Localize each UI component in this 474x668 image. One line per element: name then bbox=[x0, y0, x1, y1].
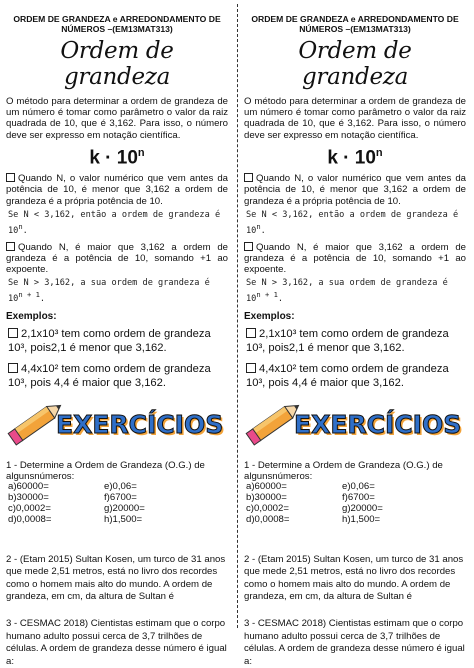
rule-1-note-exp: n bbox=[18, 221, 23, 231]
rule-1-note-text: Se N < 3,162, então a ordem de grandeza é 10 bbox=[8, 209, 221, 236]
examples-heading: Exemplos: bbox=[6, 311, 57, 323]
example-1 bbox=[246, 328, 466, 355]
intro-paragraph: O método para determinar a ordem de grandeza de um número é tomar como parâmetro o valor da raiz quadrada de 10, que é 3,162. Para isso, o número deve ser expresso em notação científica. bbox=[244, 96, 466, 141]
question-1-items bbox=[246, 482, 466, 525]
item-g: g)20000= bbox=[104, 503, 145, 515]
formula-base: k · 10 bbox=[327, 147, 376, 169]
worksheet-title: Ordem de grandeza bbox=[60, 38, 174, 90]
rule-1-text: Quando N, o valor numérico que vem antes da potência de 10, é menor que 3,162 a ordem de grandeza é a própria potência de 10. bbox=[244, 173, 466, 207]
rule-2-text: Quando N, é maior que 3,162 a ordem de grandeza é a potência de 10, somando +1 ao expoente. bbox=[244, 241, 466, 276]
formula-base: k · 10 bbox=[89, 147, 138, 169]
question-2: 2 - (Etam 2015) Sultan Kosen, um turco de 31 anos que mede 2,51 metros, está no livro dos recordes como o homem mais alto do mundo. A ordem de grandeza, em cm, da altura de Sultan é bbox=[244, 553, 464, 603]
question-2: 2 - (Etam 2015) Sultan Kosen, um turco de 31 anos que mede 2,51 metros, está no livro dos recordes como o homem mais alto do mundo. A ordem de grandeza, em cm, da altura de Sultan é bbox=[6, 553, 226, 603]
formula bbox=[244, 147, 466, 169]
rule-1 bbox=[244, 173, 466, 207]
exercicios-banner bbox=[6, 398, 228, 452]
rule-2-text: Quando N, é maior que 3,162 a ordem de grandeza é a potência de 10, somando +1 ao expoente. bbox=[6, 241, 228, 276]
worksheet-header: ORDEM DE GRANDEZA e ARREDONDAMENTO DE NÚMEROS –(EM13MAT313) bbox=[251, 14, 459, 34]
rule-2 bbox=[244, 242, 466, 276]
examples-heading: Exemplos: bbox=[244, 311, 295, 323]
formula-exponent: n bbox=[137, 146, 145, 159]
item-b: b)30000= bbox=[8, 492, 49, 504]
rule-1-note-exp: n bbox=[256, 221, 261, 231]
formula bbox=[6, 147, 228, 169]
exercicios-banner bbox=[244, 398, 466, 452]
rule-2 bbox=[6, 242, 228, 276]
rule-1-note: Se N < 3,162, então a ordem de grandeza é 10$^n$. bbox=[8, 209, 221, 236]
worksheet-title: Ordem de grandeza bbox=[298, 38, 412, 90]
rule-2-note-exp: n + 1 bbox=[18, 290, 40, 300]
example-2 bbox=[8, 363, 228, 390]
item-c: c)0,0002= bbox=[8, 503, 51, 515]
example-2-text: 4,4x10² tem como ordem de grandeza 10³, pois 4,4 é maior que 3,162. bbox=[246, 363, 449, 389]
rule-2-note: Se N > 3,162, a sua ordem de grandeza é $10^{n + 1}$. bbox=[246, 278, 448, 305]
item-f: f)6700= bbox=[342, 492, 375, 504]
question-1-items bbox=[8, 482, 228, 525]
item-e: e)0,06= bbox=[342, 481, 375, 493]
item-d: d)0,0008= bbox=[8, 513, 52, 525]
item-g: g)20000= bbox=[342, 503, 383, 515]
checkbox-icon bbox=[244, 242, 253, 251]
item-a: a)60000= bbox=[246, 481, 287, 493]
checkbox-icon bbox=[246, 363, 256, 373]
rule-2-note: Se N > 3,162, a sua ordem de grandeza é $10^{n + 1}$. bbox=[8, 278, 210, 305]
example-2-text: 4,4x10² tem como ordem de grandeza 10³, pois 4,4 é maior que 3,162. bbox=[8, 363, 211, 389]
item-e: e)0,06= bbox=[104, 481, 137, 493]
checkbox-icon bbox=[6, 242, 15, 251]
worksheet-right-copy bbox=[244, 0, 466, 667]
item-c: c)0,0002= bbox=[246, 503, 289, 515]
question-1: 1 - Determine a Ordem de Grandeza (O.G.) de algunsnúmeros: bbox=[244, 460, 443, 483]
checkbox-icon bbox=[6, 173, 15, 182]
checkbox-icon bbox=[246, 328, 256, 338]
rule-1-text: Quando N, o valor numérico que vem antes da potência de 10, é menor que 3,162 a ordem de grandeza é a própria potência de 10. bbox=[6, 173, 228, 207]
question-1: 1 - Determine a Ordem de Grandeza (O.G.) de algunsnúmeros: bbox=[6, 460, 205, 483]
item-a: a)60000= bbox=[8, 481, 49, 493]
banner-text: EXERCÍCIOS bbox=[56, 410, 224, 440]
item-b: b)30000= bbox=[246, 492, 287, 504]
rule-1-note: Se N < 3,162, então a ordem de grandeza é 10$^n$. bbox=[246, 209, 459, 236]
example-1 bbox=[8, 328, 228, 355]
checkbox-icon bbox=[8, 363, 18, 373]
rule-1-note-text: Se N < 3,162, então a ordem de grandeza é 10 bbox=[246, 209, 459, 236]
checkbox-icon bbox=[8, 328, 18, 338]
intro-paragraph: O método para determinar a ordem de grandeza de um número é tomar como parâmetro o valor da raiz quadrada de 10, que é 3,162. Para isso, o número deve ser expresso em notação científica. bbox=[6, 96, 228, 141]
rule-2-note-exp: n + 1 bbox=[256, 290, 278, 300]
worksheet-header: ORDEM DE GRANDEZA e ARREDONDAMENTO DE NÚMEROS –(EM13MAT313) bbox=[13, 14, 221, 34]
item-d: d)0,0008= bbox=[246, 513, 290, 525]
rule-1 bbox=[6, 173, 228, 207]
example-1-text: 2,1x10³ tem como ordem de grandeza 10³, pois2,1 é menor que 3,162. bbox=[246, 328, 449, 354]
example-1-text: 2,1x10³ tem como ordem de grandeza 10³, pois2,1 é menor que 3,162. bbox=[8, 328, 211, 354]
question-3: 3 - CESMAC 2018) Cientistas estimam que o corpo humano adulto possui cerca de 3,7 trilhões de células. A ordem de grandeza desse número é igual a: bbox=[244, 618, 465, 667]
rule-2-note-text: Se N > 3,162, a sua ordem de grandeza é 10 bbox=[246, 278, 448, 305]
checkbox-icon bbox=[244, 173, 253, 182]
item-f: f)6700= bbox=[104, 492, 137, 504]
column-divider bbox=[237, 4, 238, 628]
formula-exponent: n bbox=[375, 146, 383, 159]
question-3: 3 - CESMAC 2018) Cientistas estimam que o corpo humano adulto possui cerca de 3,7 trilhões de células. A ordem de grandeza desse número é igual a: bbox=[6, 618, 227, 667]
worksheet-left-copy bbox=[6, 0, 228, 667]
banner-text: EXERCÍCIOS bbox=[294, 410, 462, 440]
item-h: h)1,500= bbox=[342, 513, 381, 525]
rule-2-note-text: Se N > 3,162, a sua ordem de grandeza é 10 bbox=[8, 278, 210, 305]
item-h: h)1,500= bbox=[104, 513, 143, 525]
example-2 bbox=[246, 363, 466, 390]
